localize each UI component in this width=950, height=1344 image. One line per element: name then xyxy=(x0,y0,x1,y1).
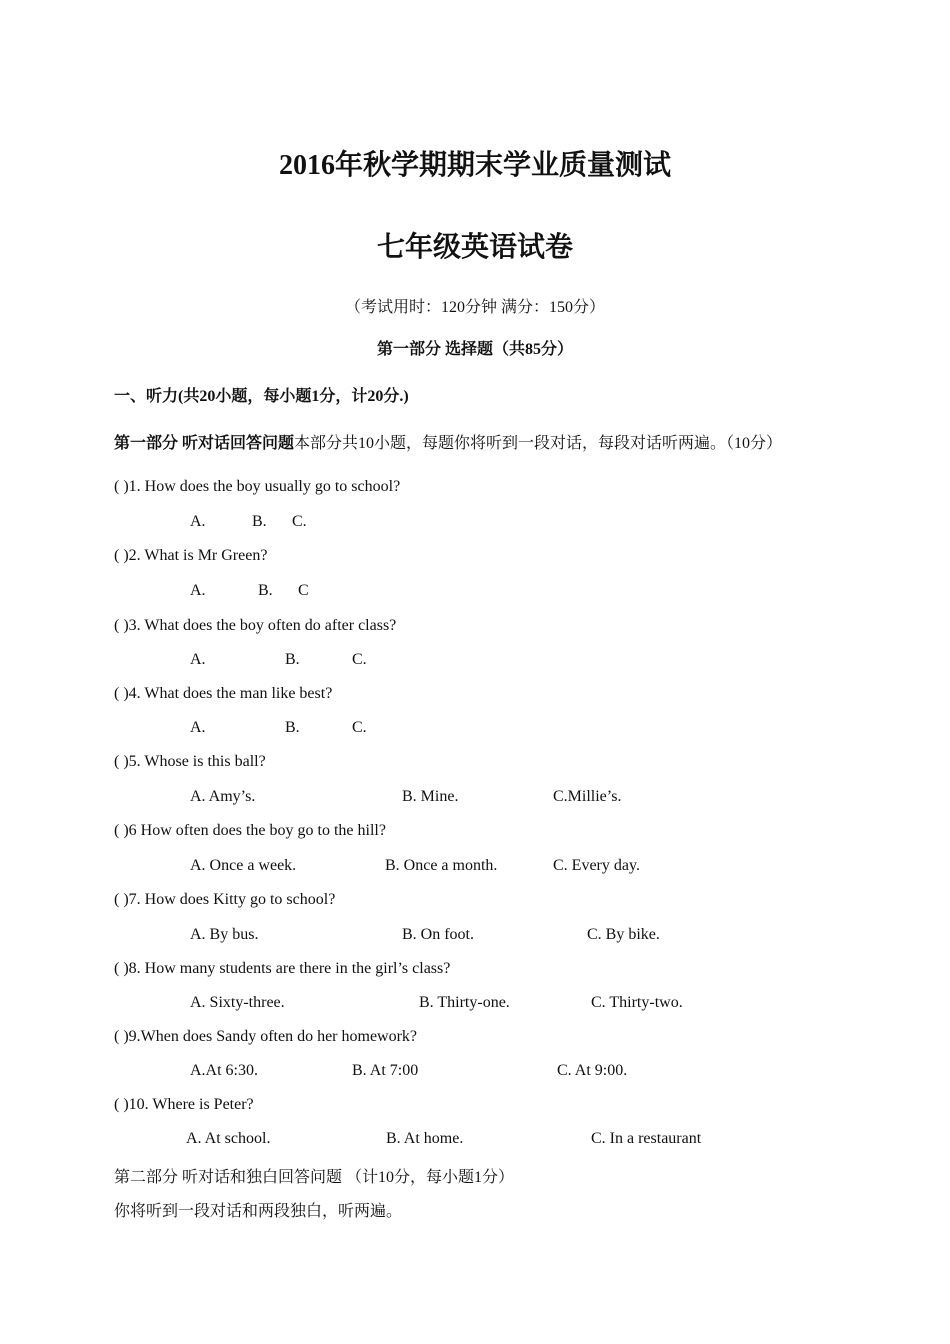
option-c: C. Thirty-two. xyxy=(591,994,683,1011)
option-a: A. Once a week. xyxy=(190,857,297,874)
answer-blank: ( ) xyxy=(114,753,129,770)
option-b: B. xyxy=(258,582,273,599)
answer-blank: ( ) xyxy=(114,960,129,977)
question-text: 8. How many students are there in the girl’s class? xyxy=(128,960,451,977)
option-b: B. xyxy=(285,719,300,736)
question-text: 6 How often does the boy go to the hill? xyxy=(128,822,386,839)
option-b: B. At home. xyxy=(386,1130,464,1147)
option-c: C. In a restaurant xyxy=(591,1130,702,1147)
option-b: B. Thirty-one. xyxy=(419,994,510,1011)
option-a: A. xyxy=(190,582,206,599)
answer-blank: ( ) xyxy=(114,617,129,634)
question-10 xyxy=(114,1096,254,1114)
option-a: A. xyxy=(190,719,206,736)
subpart-instruction xyxy=(114,430,782,453)
exam-title: 2016年秋学期期末学业质量测试 xyxy=(278,150,671,181)
option-b: B. On foot. xyxy=(402,926,474,943)
question-1 xyxy=(114,478,400,496)
answer-blank: ( ) xyxy=(114,1096,129,1113)
option-c: C. xyxy=(292,513,307,530)
option-c: C. xyxy=(352,651,367,668)
answer-blank: ( ) xyxy=(114,685,129,702)
answer-blank: ( ) xyxy=(114,1028,129,1045)
option-b: B. At 7:00 xyxy=(352,1062,419,1079)
option-b: B. Mine. xyxy=(402,788,459,805)
option-b: B. xyxy=(285,651,300,668)
question-2 xyxy=(114,547,267,565)
option-a: A.At 6:30. xyxy=(190,1062,258,1079)
question-text: 1. How does the boy usually go to school? xyxy=(128,478,401,495)
option-b: B. Once a month. xyxy=(385,857,498,874)
option-c: C. By bike. xyxy=(587,926,660,943)
answer-blank: ( ) xyxy=(114,547,129,564)
option-a: A. By bus. xyxy=(190,926,259,943)
option-a: A. Sixty-three. xyxy=(190,994,285,1011)
answer-blank: ( ) xyxy=(114,891,129,908)
question-9 xyxy=(114,1028,417,1046)
option-c: C. xyxy=(352,719,367,736)
question-5 xyxy=(114,753,266,771)
question-7 xyxy=(114,891,335,909)
question-6 xyxy=(114,822,386,840)
exam-info: （考试用时：120分钟 满分：150分） xyxy=(344,299,605,316)
section2-heading: 第二部分 听对话和独白回答问题 （计10分，每小题1分） xyxy=(114,1169,515,1186)
question-8 xyxy=(114,960,450,978)
question-text: 4. What does the man like best? xyxy=(128,685,333,702)
option-a: A. xyxy=(190,513,206,530)
section2-instruction: 你将听到一段对话和两段独白，听两遍。 xyxy=(114,1203,403,1220)
subpart-description: 本部分共10小题，每题你将听到一段对话，每段对话听两遍。（10分） xyxy=(294,435,783,452)
subpart-title: 第一部分 听对话回答问题 xyxy=(114,435,295,452)
question-4 xyxy=(114,685,332,703)
option-c: C.Millie’s. xyxy=(553,788,622,805)
option-c: C. Every day. xyxy=(553,857,640,874)
option-c: C. At 9:00. xyxy=(557,1062,628,1079)
question-text: 2. What is Mr Green? xyxy=(128,547,268,564)
exam-subtitle: 七年级英语试卷 xyxy=(376,232,573,263)
question-text: 7. How does Kitty go to school? xyxy=(128,891,336,908)
answer-blank: ( ) xyxy=(114,478,129,495)
question-text: 5. Whose is this ball? xyxy=(128,753,266,770)
question-text: 3. What does the boy often do after class? xyxy=(128,617,397,634)
option-c: C xyxy=(298,582,309,599)
part-heading: 第一部分 选择题（共85分） xyxy=(376,341,573,358)
option-b: B. xyxy=(252,513,267,530)
answer-blank: ( ) xyxy=(114,822,129,839)
question-text: 10. Where is Peter? xyxy=(128,1096,254,1113)
question-3 xyxy=(114,617,396,635)
question-text: 9.When does Sandy often do her homework? xyxy=(128,1028,418,1045)
option-a: A. xyxy=(190,651,206,668)
option-a: A. At school. xyxy=(186,1130,271,1147)
listening-heading: 一、听力(共20小题，每小题1分，计20分.) xyxy=(114,388,409,405)
option-a: A. Amy’s. xyxy=(190,788,256,805)
